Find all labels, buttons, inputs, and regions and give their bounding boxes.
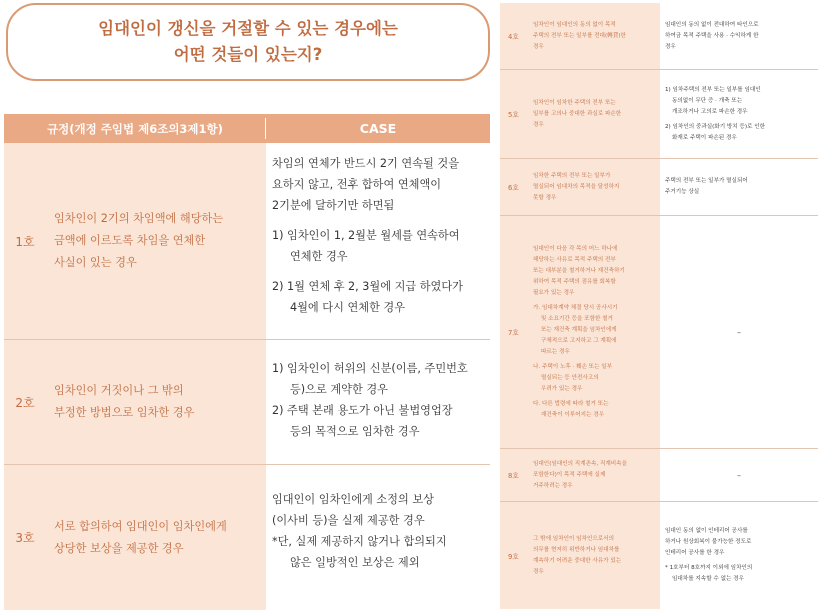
- case-line: 임대인이 임차인에게 소정의 보상: [272, 493, 434, 506]
- case-line: 차임의 연체가 반드시 2기 연속될 것을: [272, 157, 460, 170]
- rule-line: 및 소요기간 등을 포함한 철거: [541, 315, 613, 322]
- rule-line: 계속하기 어려운 중대한 사유가 있는: [533, 557, 622, 564]
- row-rule: [527, 3, 660, 69]
- rule-line: 임대인이 다음 각 목의 어느 하나에: [533, 245, 618, 252]
- rule-line: 주택의 전부 또는 일부를 전대(轉貸)한: [533, 32, 626, 39]
- case-line: 주택의 전부 또는 일부가 멸실되어: [665, 178, 748, 184]
- case-line: 하거나 원상회복이 불가능한 정도로: [665, 539, 752, 545]
- row-rule: [527, 449, 660, 501]
- case-line: 개조하거나 고의로 파손한 경우: [672, 108, 748, 115]
- rule-line: 일부를 고의나 중대한 과실로 파손한: [533, 110, 622, 117]
- case-line: 2) 주택 본래 용도가 아닌 불법영업장: [272, 404, 453, 417]
- case-line: 임대차를 지속할 수 없는 경우: [672, 576, 744, 582]
- rule-line: 다. 다른 법령에 따라 철거 또는: [533, 400, 609, 407]
- case-line: 임대인 동의 없이 인테리어 공사를: [665, 528, 748, 534]
- row-case: [660, 70, 818, 158]
- row-case: [266, 465, 490, 610]
- case-line: 2) 임차인의 중과실(화기 방치 등)로 인한: [665, 123, 766, 130]
- row-rule: [527, 216, 660, 448]
- case-line: 등)으로 계약한 경우: [290, 383, 388, 396]
- case-line: 1) 임차인이 1, 2월분 월세를 연속하여: [272, 229, 460, 242]
- table-row: [4, 465, 490, 610]
- rule-line: 따르는 경우: [541, 348, 570, 355]
- rule-line: 금액에 이르도록 차임을 연체한: [54, 234, 206, 247]
- table-header: [4, 114, 490, 143]
- rule-line: 경우: [533, 568, 544, 575]
- row-rule: [527, 502, 660, 609]
- table-row: [4, 340, 490, 464]
- row-case: [660, 216, 818, 448]
- case-line: 동의없이 무단 증 · 개축 또는: [672, 97, 743, 104]
- case-line: 2) 1월 연체 후 2, 3월에 지급 하였다가: [272, 280, 463, 293]
- case-line: 주거기능 상실: [665, 189, 700, 195]
- row-number: 8호: [500, 449, 527, 501]
- rule-line: 임차인이 거짓이나 그 밖의: [54, 384, 184, 397]
- row-rule: [527, 70, 660, 158]
- case-line: 하여금 목적 주택을 사용 · 수익하게 한: [665, 32, 759, 39]
- rule-line: 임대인(임대인의 직계존속, 직계비속을: [533, 460, 627, 467]
- row-number: 6호: [500, 159, 527, 215]
- title-line-2: 어떤 것들이 있는지?: [173, 45, 323, 64]
- row-case: [660, 3, 818, 69]
- row-case: [660, 502, 818, 609]
- rule-line: 임차인이 임대인의 동의 없이 목적: [533, 21, 616, 28]
- rule-line: 사실이 있는 경우: [54, 256, 137, 269]
- case-line: 1) 임차주택의 전부 또는 일부를 임대인: [665, 86, 761, 93]
- rule-line: 경우: [533, 43, 544, 50]
- row-case: [266, 340, 490, 464]
- row-case: [660, 449, 818, 501]
- title-box: [6, 3, 490, 81]
- case-line: (이사비 등)을 실제 제공한 경우: [272, 514, 425, 527]
- right-table: [500, 3, 818, 609]
- row-rule: [46, 465, 266, 610]
- rule-line: 또는 재건축 계획을 임차인에게: [541, 326, 617, 333]
- table-row: [500, 449, 818, 501]
- table-row: [500, 216, 818, 448]
- rule-line: 그 밖에 임차인이 임차인으로서의: [533, 535, 614, 542]
- row-number: 2호: [4, 340, 46, 464]
- rule-line: 해당하는 사유로 목적 주택의 전부: [533, 256, 616, 263]
- case-line: 4월에 다시 연체한 경우: [290, 301, 406, 314]
- rule-line: 나. 주택이 노후 · 훼손 또는 일부: [533, 363, 613, 370]
- rule-line: 부정한 방법으로 임차한 경우: [54, 406, 195, 419]
- rule-line: 임차인이 2기의 차임액에 해당하는: [54, 212, 224, 225]
- case-line: * 1호부터 8호까지 이외에 임차인의: [665, 565, 753, 571]
- case-line: 않은 일방적인 보상은 제외: [290, 556, 420, 569]
- row-rule: [46, 143, 266, 339]
- rule-line: 멸실되는 등 안전사고의: [541, 374, 599, 381]
- row-number: 3호: [4, 465, 46, 610]
- rule-line: 임차인이 임차한 주택의 전부 또는: [533, 99, 616, 106]
- case-line: 연체한 경우: [290, 250, 348, 263]
- row-number: 4호: [500, 3, 527, 69]
- rule-line: 또는 대부분을 철거하거나 재건축하기: [533, 267, 625, 274]
- case-dash: –: [737, 470, 741, 480]
- row-number: 1호: [4, 143, 46, 339]
- rule-line: 거주하려는 경우: [533, 482, 573, 489]
- case-line: 2기분에 달하기만 하면됨: [272, 199, 395, 212]
- header-case: CASE: [359, 121, 397, 136]
- row-number: 7호: [500, 216, 527, 448]
- title-line-1: 임대인이 갱신을 거절할 수 있는 경우에는: [98, 19, 398, 38]
- row-number: 5호: [500, 70, 527, 158]
- rule-line: 경우: [533, 121, 544, 128]
- row-number: 9호: [500, 502, 527, 609]
- left-table: [4, 114, 490, 610]
- rule-line: 포함한다)이 목적 주택에 실제: [533, 471, 606, 478]
- table-row: [500, 159, 818, 215]
- rule-line: 우려가 있는 경우: [541, 385, 583, 392]
- case-line: 등의 목적으로 임차한 경우: [290, 425, 420, 438]
- table-row: [500, 502, 818, 609]
- rule-line: 멸실되어 임대차의 목적을 달성하지: [533, 183, 620, 190]
- case-line: 요하지 않고, 전후 합하여 연체액이: [272, 178, 442, 191]
- rule-line: 위하여 목적 주택의 점유를 회복할: [533, 278, 616, 285]
- rule-line: 못할 경우: [533, 194, 557, 201]
- case-line: 임대인의 동의 없이 전대하여 타인으로: [665, 21, 759, 28]
- case-line: 인테리어 공사를 한 경우: [665, 550, 725, 556]
- row-rule: [527, 159, 660, 215]
- table-row: [500, 70, 818, 158]
- case-dash: –: [737, 327, 741, 337]
- table-row: [4, 143, 490, 339]
- rule-line: 재건축이 이루어지는 경우: [541, 411, 604, 418]
- case-line: 경우: [665, 43, 676, 50]
- rule-line: 상당한 보상을 제공한 경우: [54, 541, 184, 555]
- rule-line: 필요가 있는 경우: [533, 289, 575, 296]
- case-line: 화재로 주택이 파손된 경우: [672, 134, 737, 141]
- table-row: [500, 3, 818, 69]
- rule-line: 임차한 주택의 전부 또는 일부가: [533, 172, 611, 179]
- rule-line: 구체적으로 고지하고 그 계획에: [541, 337, 617, 344]
- rule-line: 가. 임대차계약 체결 당시 공사시기: [533, 304, 618, 311]
- header-rule: 규정(개정 주임법 제6조의3제1항): [47, 121, 223, 136]
- case-line: 1) 임차인이 허위의 신분(이름, 주민번호: [272, 362, 468, 375]
- row-case: [660, 159, 818, 215]
- rule-line: 서로 합의하여 임대인이 임차인에게: [54, 519, 227, 533]
- case-line: *단, 실제 제공하지 않거나 합의되지: [272, 535, 447, 548]
- rule-line: 의무를 현저히 위반하거나 임대차를: [533, 546, 620, 553]
- row-case: [266, 143, 490, 339]
- row-rule: [46, 340, 266, 464]
